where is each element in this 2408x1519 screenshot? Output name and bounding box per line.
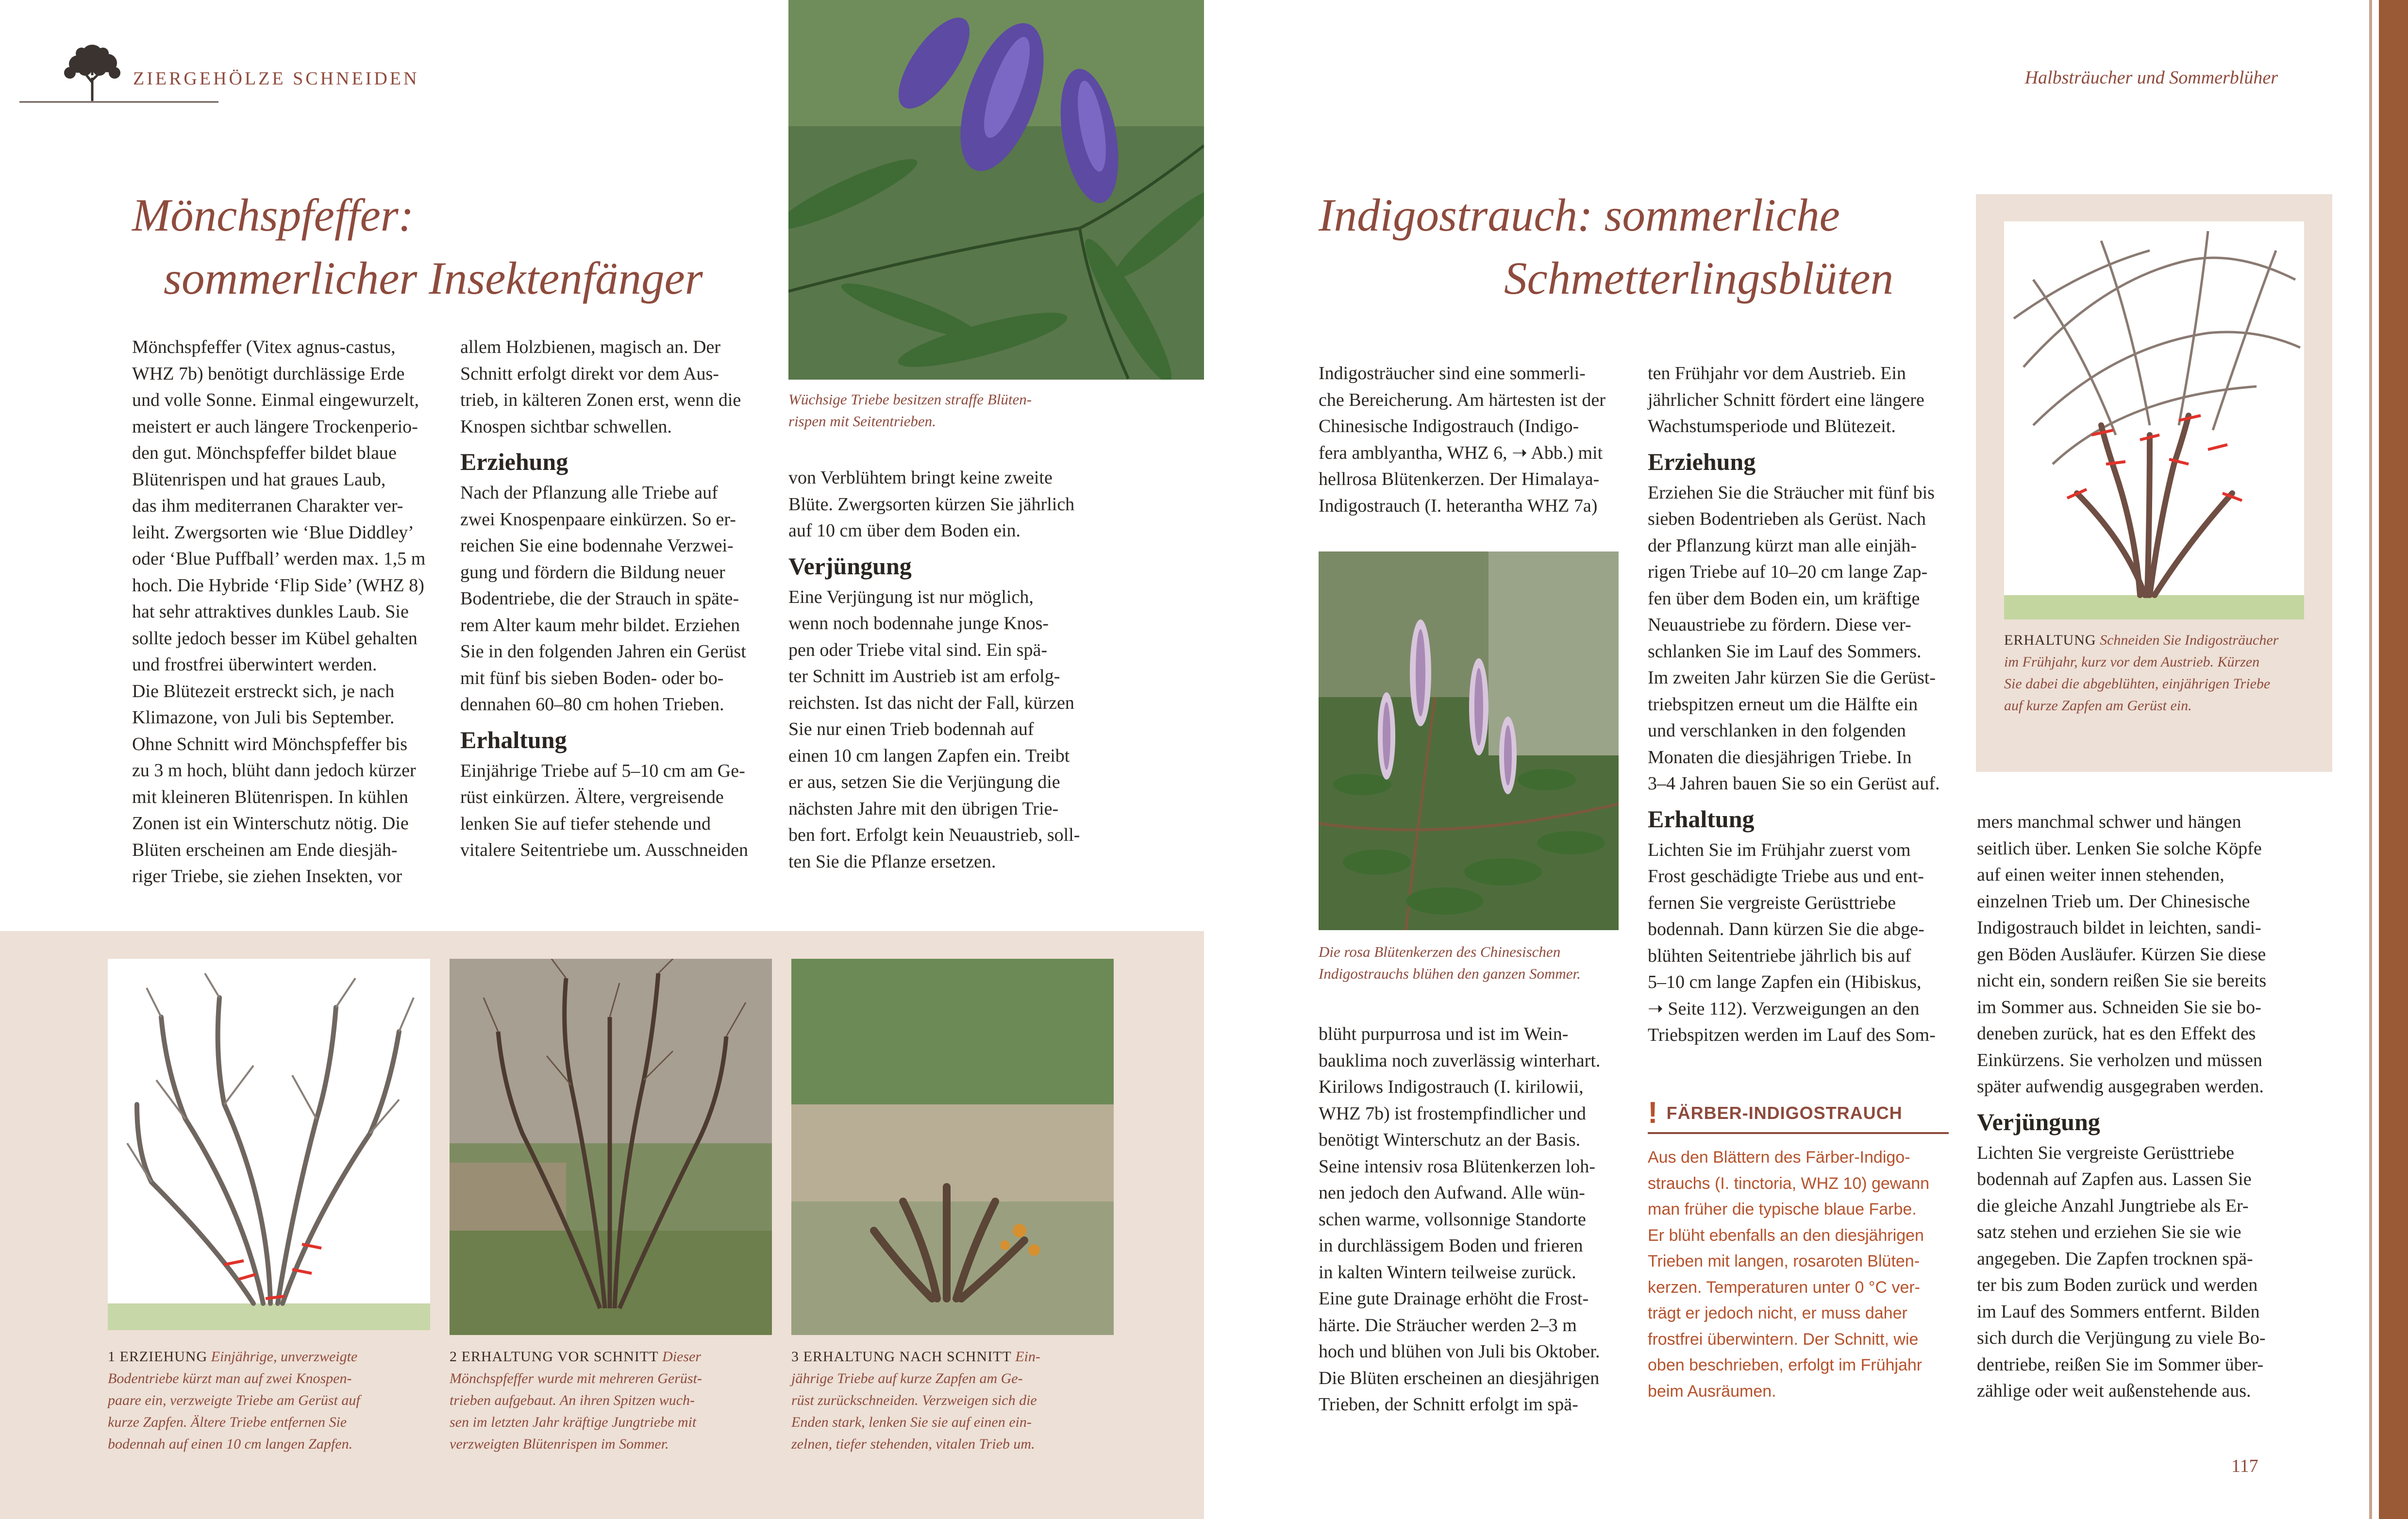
right-col2: ten Frühjahr vor dem Austrieb. Ein jährlicher Schnitt fördert eine längere Wachstumsperiode und Blütezeit. Erziehung Erziehen Sie die Sträucher mit fünf bis sieben Bodentrieben als Gerüst. Nach der Pflanzung kürzt man alle einjäh- rigen Triebe auf 10–20 cm lange Zap- fen über dem Boden ein, um kräftige Neuaustriebe zu fördern. Diese ver- schlanken Sie im Lauf des Sommers. Im zweiten Jahr kürzen Sie die Gerüst- triebspitzen erneut um die Hälfte ein und verschlanken in den folgenden Monaten die diesjährigen Triebe. In 3–4 Jahren bauen Sie so ein Gerüst auf. Erhaltung Lichten Sie im Frühjahr zuerst vom Frost geschädigte Triebe aus und ent- fernen Sie vergreiste Gerüsttriebe bodennah. Dann kürzen Sie die abge- blühten Seitentriebe jährlich bis auf 5–10 cm lange Zapfen ein (Hibiskus, ➝ Seite 112). Verzweigungen an den Triebspitzen werden im Lauf des Som-	[1648, 360, 1958, 1049]
indigo-photo-caption: Die rosa Blütenkerzen des Chinesischen Indigostrauchs blühen den ganzen Sommer.	[1319, 943, 1581, 982]
page-number: 117	[2231, 1456, 2258, 1476]
exclamation-icon: !	[1648, 1096, 1658, 1130]
header-chapter-title: Halbsträucher und Sommerblüher	[2024, 67, 2278, 88]
left-verjuengung-heading: Verjüngung	[788, 552, 912, 580]
left-title-line1: Mönchspfeffer:	[132, 189, 414, 241]
step2-caption: 2 ERHALTUNG VOR SCHNITT Dieser Mönchspfeffer wurde mit mehreren Gerüst- trieben aufgebaut. An ihren Spitzen wuch- sen im letzten Jahr kräftige Jungtriebe mit verzweigten Blütenrispen im Sommer.	[450, 1349, 702, 1452]
right-col3: mers manchmal schwer und hängen seitlich über. Lenken Sie solche Köpfe auf einen weiter innen stehenden, einzelnen Trieb um. Der Chinesische Indigostrauch bildet in leichten, sandi- gen Böden Ausläufer. Kürzen Sie diese nicht ein, sondern reißen Sie sie bereits im Sommer aus. Schneiden Sie sie bo- deneben zurück, hat es den Effekt des Einkürzens. Sie verholzen und müssen später aufwendig ausgegraben werden. Verjüngung Lichten Sie vergreiste Gerüsttriebe bodennah auf Zapfen aus. Lassen Sie die gleiche Anzahl Jungtriebe als Er- satz stehen und erziehen Sie sie wie angegeben. Die Zapfen trocknen spä- ter bis zum Boden zurück und werden im Lauf des Sommers entfernt. Bilden sich durch die Verjüngung zu viele Bo- dentriebe, reißen Sie im Sommer über- zählige oder weit außenstehende aus.	[1977, 809, 2288, 1404]
right-erziehung-heading: Erziehung	[1648, 448, 1756, 475]
page-edge-line	[2369, 0, 2372, 1519]
left-article-title	[132, 184, 787, 310]
step1-illustration	[108, 959, 430, 1330]
right-title-line2: Schmetterlingsblüten	[1504, 252, 1894, 304]
right-verjuengung-heading: Verjüngung	[1977, 1108, 2100, 1135]
tip-text: Aus den Blättern des Färber-Indigo- strauchs (I. tinctoria, WHZ 10) gewann man früher die typische blaue Farbe. Er blüht ebenfalls an den diesjährigen Trieben mit langen, rosaroten Blüten- kerzen. Temperaturen unter 0 °C ver- trägt er jedoch nicht, er muss daher frostfrei überwintern. Der Schnitt, wie oben beschrieben, erfolgt im Frühjahr beim Ausräumen.	[1648, 1148, 1930, 1401]
vitex-photo-caption: Wüchsige Triebe besitzen straffe Blüten- rispen mit Seitentrieben.	[788, 391, 1032, 430]
left-erhaltung-heading: Erhaltung	[460, 726, 567, 753]
left-col2: allem Holzbienen, magisch an. Der Schnitt erfolgt direkt vor dem Aus- trieb, in kälteren Zonen erst, wenn die Knospen sichtbar schwellen. Erziehung Nach der Pflanzung alle Triebe auf zwei Knospenpaare einkürzen. So er- reichen Sie eine bodennahe Verzwei- gung und fördern die Bildung neuer Bodentriebe, die der Strauch in späte- rem Alter kaum mehr bildet. Erziehen Sie in den folgenden Jahren ein Gerüst mit fünf bis sieben Boden- oder bo- dennahen 60–80 cm hohen Trieben. Erhaltung Einjährige Triebe auf 5–10 cm am Ge- rüst einkürzen. Ältere, vergreisende lenken Sie auf tiefer stehende und vitalere Seitentriebe um. Ausschneiden	[460, 334, 771, 864]
right-title-line1: Indigostrauch: sommerliche	[1319, 189, 1840, 241]
page-edge-stripe	[2379, 0, 2408, 1519]
step1-caption: 1 ERZIEHUNG Einjährige, unverzweigte Bodentriebe kürzt man auf zwei Knospen- paare ein, verzweigte Triebe am Gerüst auf kurze Zapfen. Ältere Triebe entfernen Sie bodennah auf einen 10 cm langen Zapfen.	[108, 1349, 360, 1452]
left-col1: Mönchspfeffer (Vitex agnus-castus, WHZ 7b) benötigt durchlässige Erde und volle Sonne. Einmal eingewurzelt, meistert er auch längere Trockenperio- den gut. Mönchspfeffer bildet blaue Blütenrispen und hat graues Laub, das ihm mediterranen Charakter ver- leiht. Zwergsorten wie ‘Blue Diddley’ oder ‘Blue Puffball’ werden max. 1,5 m hoch. Die Hybride ‘Flip Side’ (WHZ 8) hat sehr attraktives dunkles Laub. Sie sollte jedoch besser im Kübel gehalten und frostfrei überwintert werden. Die Blütezeit erstreckt sich, je nach Klimazone, von Juli bis September. Ohne Schnitt wird Mönchspfeffer bis zu 3 m hoch, blüht dann jedoch kürzer mit kleineren Blütenrispen. In kühlen Zonen ist ein Winterschutz nötig. Die Blüten erscheinen am Ende diesjäh- riger Triebe, sie ziehen Insekten, vor	[132, 337, 426, 886]
left-title-line2: sommerlicher Insektenfänger	[164, 252, 703, 304]
vitex-photo	[788, 0, 1204, 380]
left-erziehung-heading: Erziehung	[460, 448, 569, 475]
step3-photo	[791, 959, 1114, 1335]
indigo-illustration-caption: ERHALTUNG Schneiden Sie Indigosträucher im Frühjahr, kurz vor dem Austrieb. Kürzen Sie dabei die abgeblühten, einjährigen Triebe auf kurze Zapfen am Gerüst ein.	[2004, 632, 2279, 714]
step3-caption: 3 ERHALTUNG NACH SCHNITT Ein- jährige Triebe auf kurze Zapfen am Ge- rüst zurückschneiden. Verzweigen sich die Enden stark, lenken Sie sie auf einen ein- zelnen, tiefer stehenden, vitalen Trieb um.	[791, 1349, 1040, 1452]
header-tree-logo	[19, 24, 218, 107]
indigo-photo	[1319, 551, 1619, 930]
left-col3: von Verblühtem bringt keine zweite Blüte. Zwergsorten kürzen Sie jährlich auf 10 cm über dem Boden ein. Verjüngung Eine Verjüngung ist nur möglich, wenn noch bodennahe junge Knos- pen oder Triebe vital sind. Ein spä- ter Schnitt im Austrieb ist am erfolg- reichsten. Ist das nicht der Fall, kürzen Sie nur einen Trieb bodennah auf einen 10 cm langen Zapfen ein. Treibt er aus, setzen Sie die Verjüngung die nächsten Jahre mit den übrigen Trie- ben fort. Erfolgt kein Neuaustrieb, soll- ten Sie die Pflanze ersetzen.	[788, 465, 1099, 875]
header-section-title: ZIERGEHÖLZE SCHNEIDEN	[133, 68, 419, 89]
step2-photo	[450, 959, 772, 1335]
tip-heading: FÄRBER-INDIGOSTRAUCH	[1666, 1103, 1903, 1123]
right-article-title	[1319, 184, 1998, 310]
right-col1-intro: Indigosträucher sind eine sommerli- che Bereicherung. Am härtesten ist der Chinesische Indigostrauch (Indigo- fera amblyantha, WHZ 6, ➝ Abb.) mit hellrosa Blütenkerzen. Der Himalaya- Indigostrauch (I. heterantha WHZ 7a)	[1319, 363, 1605, 516]
right-col1-cont: blüht purpurrosa und ist im Wein- bauklima noch zuverlässig winterhart. Kirilows Indigostrauch (I. kirilowii, WHZ 7b) ist frostempfindlicher und benötigt Winterschutz an der Basis. Seine intensiv rosa Blütenkerzen loh- nen jedoch den Aufwand. Alle wün- schen warme, vollsonnige Standorte in durchlässigem Boden und frieren in kalten Wintern teilweise zurück. Eine gute Drainage erhöht die Frost- härte. Die Sträucher werden 2–3 m hoch und blühen von Juli bis Oktober. Die Blüten erscheinen an diesjährigen Trieben, der Schnitt erfolgt im spä-	[1319, 1024, 1601, 1415]
right-erhaltung-heading: Erhaltung	[1648, 805, 1755, 833]
tip-box	[1648, 1098, 1949, 1404]
indigo-illustration	[2004, 221, 2304, 619]
